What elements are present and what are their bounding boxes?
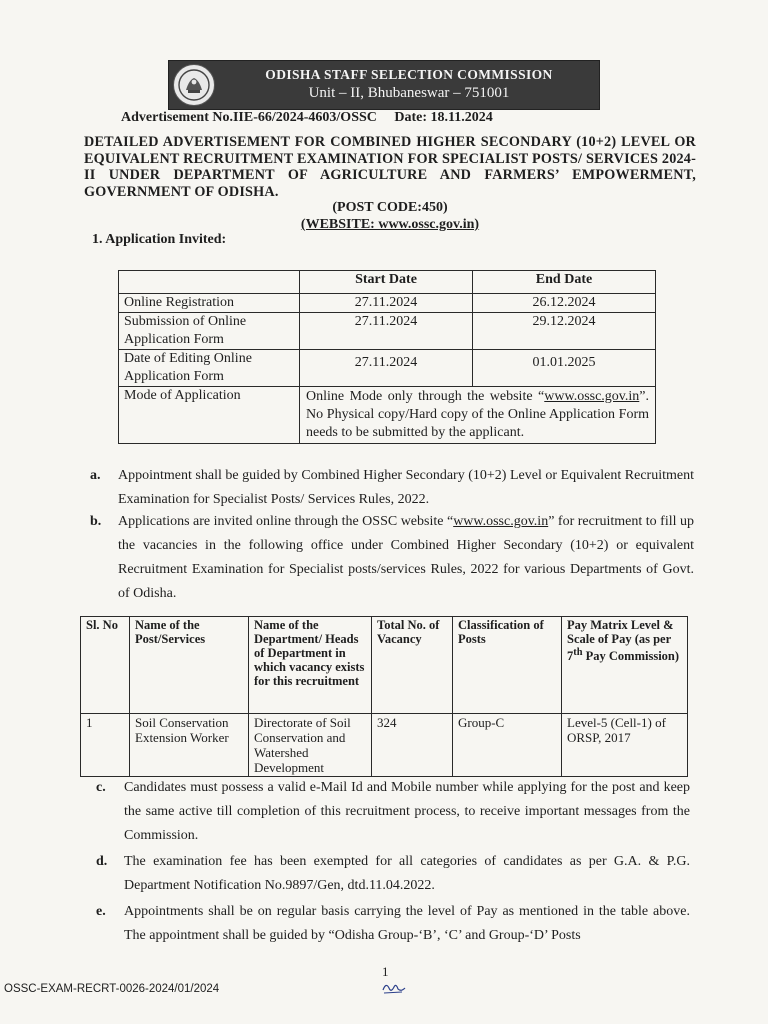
vacancy-cell-pay: Level-5 (Cell-1) of ORSP, 2017 [562, 714, 688, 777]
schedule-row-end: 29.12.2024 [473, 313, 656, 350]
item-text [118, 510, 694, 606]
document-reference-code: OSSC-EXAM-RECRT-0026-2024/01/2024 [4, 983, 220, 995]
pay-header-sup: th [573, 647, 583, 658]
vacancy-header-class: Classification of Posts [453, 617, 562, 714]
item-text: Appointment shall be guided by Combined Higher Secondary (10+2) Level or Equivalent Recruitment Examination for Specialist Posts/ Services Rules, 2022. [118, 468, 694, 507]
schedule-table [118, 270, 656, 444]
schedule-row-start: 27.11.2024 [300, 294, 473, 313]
schedule-header-start-date: Start Date [300, 271, 473, 294]
header-banner [168, 60, 600, 110]
item-text: Candidates must possess a valid e-Mail Id and Mobile number while applying for the post and keep the same active till completion of this recruitment process, to receive important messages from the Commission. [124, 780, 690, 843]
item-text: Appointments shall be on regular basis carrying the level of Pay as mentioned in the table above. The appointment shall be guided by “Odisha Group-‘B’, ‘C’ and Group-‘D’ Posts [124, 904, 690, 943]
mode-text-post: ”. No Physical copy/Hard copy of the Online Application Form needs to be submitted by the applicant. [306, 389, 649, 440]
vacancy-table-header [81, 617, 688, 714]
pay-header-pre: Pay Matrix Level & Scale of Pay (as per 7 [567, 618, 674, 664]
website-link[interactable]: (WEBSITE: www.ossc.gov.in) [300, 217, 480, 232]
vacancy-header-post: Name of the Post/Services [130, 617, 249, 714]
schedule-row-start: 27.11.2024 [300, 313, 473, 350]
schedule-header-end-date: End Date [473, 271, 656, 294]
advertisement-number-line [121, 110, 493, 126]
item-b-text-pre: Applications are invited online through the OSSC website “ [118, 514, 454, 529]
vacancy-table [80, 616, 688, 777]
vacancy-header-dept: Name of the Department/ Heads of Department in which vacancy exists for this recruitment [249, 617, 372, 714]
page-number: 1 [382, 964, 389, 979]
vacancy-header-vacancy: Total No. of Vacancy [372, 617, 453, 714]
table-row [119, 387, 656, 444]
org-name: ODISHA STAFF SELECTION COMMISSION [265, 67, 553, 82]
vacancy-cell-post: Soil Conservation Extension Worker [130, 714, 249, 777]
schedule-row-label: Date of Editing Online Application Form [119, 350, 300, 387]
mode-text-pre: Online Mode only through the website “ [306, 389, 545, 404]
post-code: (POST CODE:450) [332, 200, 448, 215]
schedule-header-blank [119, 271, 300, 294]
table-row [119, 294, 656, 313]
item-label: e. [96, 904, 106, 919]
vacancy-header-sl: Sl. No [81, 617, 130, 714]
vacancy-header-pay [562, 617, 688, 714]
schedule-row-label: Online Registration [119, 294, 300, 313]
schedule-row-label: Submission of Online Application Form [119, 313, 300, 350]
item-label: c. [96, 780, 106, 795]
advertisement-date: Date: 18.11.2024 [394, 110, 493, 125]
ossc-website-link[interactable]: www.ossc.gov.in [453, 514, 549, 529]
schedule-table-header [119, 271, 656, 294]
table-row [81, 714, 688, 777]
item-label: d. [96, 854, 108, 869]
table-row [119, 350, 656, 387]
ossc-website-link[interactable]: www.ossc.gov.in [544, 389, 640, 404]
schedule-row-start: 27.11.2024 [300, 350, 473, 387]
vacancy-cell-dept: Directorate of Soil Conservation and Watershed Development [249, 714, 372, 777]
advertisement-number: Advertisement No.IIE-66/2024-4603/OSSC [121, 110, 377, 125]
vacancy-cell-sl: 1 [81, 714, 130, 777]
item-label: a. [90, 468, 101, 483]
schedule-row-end: 26.12.2024 [473, 294, 656, 313]
schedule-row-end: 01.01.2025 [473, 350, 656, 387]
section-application-invited-title: 1. Application Invited: [92, 232, 227, 247]
odisha-emblem-icon [173, 64, 215, 106]
org-unit-address: Unit – II, Bhubaneswar – 751001 [308, 85, 510, 101]
vacancy-cell-class: Group-C [453, 714, 562, 777]
schedule-mode-label: Mode of Application [119, 387, 300, 444]
vacancy-cell-vacancy: 324 [372, 714, 453, 777]
signature-initials-icon [380, 980, 408, 1001]
pay-header-post: Pay Commission) [582, 649, 680, 664]
item-text: The examination fee has been exempted for all categories of candidates as per G.A. & P.G. Department Notification No.9897/Gen, dtd.11.04.2022. [124, 854, 690, 893]
item-b-text-post: ” for recruitment to fill up the vacancies in the following office under Combined Higher Secondary (10+2) or equivalent Recruitment Examination for Specialist posts/services Rules, 2022 for various Departments of Govt. of Odisha. [118, 514, 694, 601]
item-label: b. [90, 514, 102, 529]
table-row [119, 313, 656, 350]
advertisement-headline: DETAILED ADVERTISEMENT FOR COMBINED HIGHER SECONDARY (10+2) LEVEL OR EQUIVALENT RECRUITMENT EXAMINATION FOR SPECIALIST POSTS/ SERVICES 2024-II UNDER DEPARTMENT OF AGRICULTURE AND FARMERS’ EMPOWERMENT, GOVERNMENT OF ODISHA. [84, 134, 696, 200]
schedule-mode-text [300, 387, 656, 444]
